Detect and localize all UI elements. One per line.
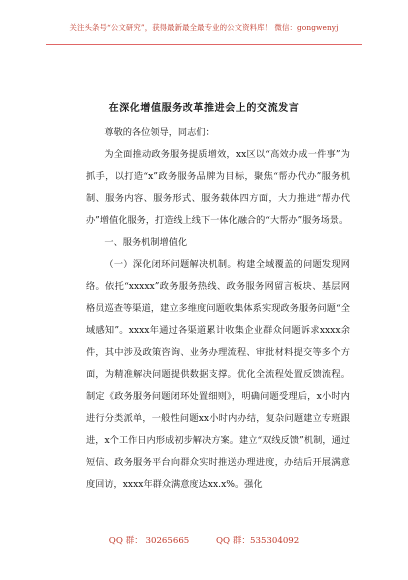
header-divider <box>46 44 362 45</box>
section-heading: 一、服务机制增值化 <box>104 237 188 248</box>
footer-contact <box>0 534 408 546</box>
document-body <box>86 122 350 496</box>
paragraph-mechanism: （一）深化闭环问题解决机制。构建全域覆盖的问题发现网络。依托“xxxxx”政务服务热线、政务服务网留言板块、基层网格员巡查等渠道，建立多维度问题收集体系实现政务服务问题“全域感知”。xxxx年通过各渠道累计收集企业群众问题诉求xxxx余件，其中涉及政策咨询、业务办理流程、审批材料提交等多个方面，为精准解决问题提供数据支撑。优化全流程处置反馈流程。制定《政务服务问题闭环处置细则》，明确问题受理后，x小时内进行分类派单，一般性问题xx小时内办结，复杂问题建立专班跟进，x个工作日内形成初步解决方案。建立“双线反馈”机制，通过短信、政务服务平台向群众实时推送办理进度，办结后开展满意度回访，xxxx年群众满意度达xx.x%。强化 <box>86 259 350 490</box>
footer-qq-group-1: QQ 群： 30265665 <box>108 536 190 546</box>
document-title: 在深化增值服务改革推进会上的交流发言 <box>108 103 300 114</box>
footer-qq-group-2: QQ 群：535304092 <box>216 536 300 546</box>
paragraph-intro: 为全面推动政务服务提质增效，xx区以“高效办成一件事”为抓手，以打造“x”政务服务品牌为目标，聚焦“帮办代办”服务机制、服务内容、服务形式、服务载体四方面，大力推进“帮办代办”增值化服务，打造线上线下一体化融合的“大帮办”服务场景。 <box>86 149 350 226</box>
header-notice: 关注头条号“公文研究”，获得最新最全最专业的公文资料库！ 微信：gongwenyj <box>69 23 339 32</box>
salutation: 尊敬的各位领导，同志们： <box>104 127 215 138</box>
